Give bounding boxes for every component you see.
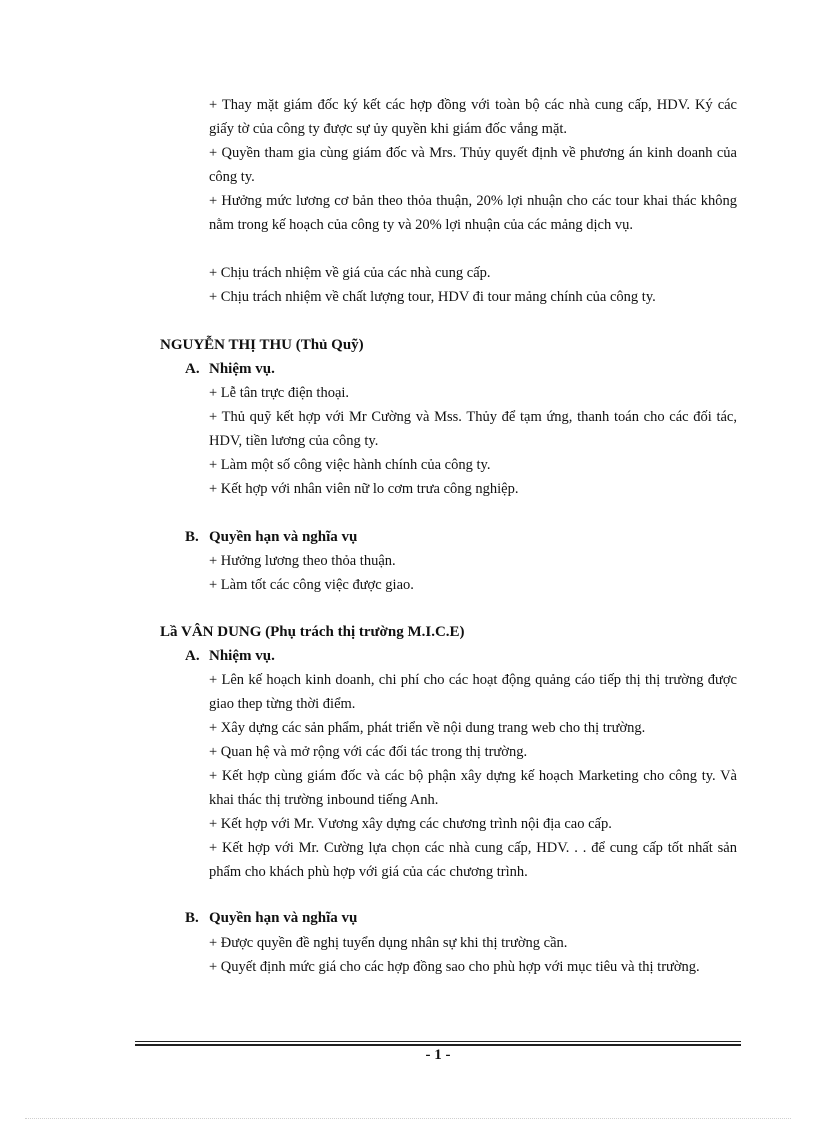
subheading-title: Quyền hạn và nghĩa vụ <box>209 529 358 545</box>
section-heading: NGUYỄN THỊ THU (Thủ Quỹ) <box>160 337 364 353</box>
list-item: + Thủ quỹ kết hợp với Mr Cường và Mss. Thủy để tạm ứng, thanh toán cho các đối tác, HDV, tiền lương của công ty. <box>209 409 737 449</box>
subheading-tasks <box>185 646 275 666</box>
list-item: + Kết hợp với Mr. Vương xây dựng các chương trình nội địa cao cấp. <box>209 816 612 832</box>
list-item: + Chịu trách nhiệm về chất lượng tour, HDV đi tour mảng chính của công ty. <box>209 289 656 305</box>
list-item: + Quyết định mức giá cho các hợp đồng sao cho phù hợp với mục tiêu và thị trường. <box>209 959 700 975</box>
subheading-tasks <box>185 359 275 379</box>
subheading-letter: B. <box>185 910 199 926</box>
list-item: + Xây dựng các sản phẩm, phát triển về nội dung trang web cho thị trường. <box>209 720 646 736</box>
list-item: + Lên kế hoạch kinh doanh, chi phí cho các hoạt động quảng cáo tiếp thị thị trường được giao thep từng thời điểm. <box>209 672 737 712</box>
list-item: + Quan hệ và mở rộng với các đối tác trong thị trường. <box>209 744 528 760</box>
page-number: - 1 - <box>425 1047 451 1063</box>
list-item: + Hưởng mức lương cơ bản theo thỏa thuận, 20% lợi nhuận cho các tour khai thác không nằm trong kế hoạch của công ty và 20% lợi nhuận của các mảng dịch vụ. <box>209 193 737 233</box>
subheading-letter: B. <box>185 529 199 545</box>
subheading-rights <box>185 908 357 928</box>
list-item: + Làm một số công việc hành chính của công ty. <box>209 457 491 473</box>
footer-divider <box>135 1041 741 1042</box>
subheading-title: Quyền hạn và nghĩa vụ <box>209 910 358 926</box>
list-item: + Chịu trách nhiệm về giá của các nhà cung cấp. <box>209 265 491 281</box>
section-heading: Lầ VÂN DUNG (Phụ trách thị trường M.I.C.E) <box>160 624 465 640</box>
list-item: + Hưởng lương theo thỏa thuận. <box>209 553 396 569</box>
subheading-title: Nhiệm vụ. <box>209 361 275 377</box>
subheading-title: Nhiệm vụ. <box>209 648 275 664</box>
list-item: + Kết hợp cùng giám đốc và các bộ phận xây dựng kế hoạch Marketing cho công ty. Và khai thác thị trường inbound tiếng Anh. <box>209 768 737 808</box>
subheading-letter: A. <box>185 361 200 377</box>
list-item: + Được quyền đề nghị tuyển dụng nhân sự khi thị trường cần. <box>209 935 568 951</box>
subheading-letter: A. <box>185 648 200 664</box>
list-item: + Quyền tham gia cùng giám đốc và Mrs. Thủy quyết định về phương án kinh doanh của công ty. <box>209 145 737 185</box>
list-item: + Lễ tân trực điện thoại. <box>209 385 350 401</box>
subheading-rights <box>185 527 357 547</box>
page-bottom-border <box>25 1118 791 1119</box>
list-item: + Làm tốt các công việc được giao. <box>209 577 414 593</box>
list-item: + Thay mặt giám đốc ký kết các hợp đồng với toàn bộ các nhà cung cấp, HDV. Ký các giấy tờ của công ty được sự ủy quyền khi giám đốc vắng mặt. <box>209 97 737 137</box>
list-item: + Kết hợp với nhân viên nữ lo cơm trưa công nghiệp. <box>209 481 519 497</box>
list-item: + Kết hợp với Mr. Cường lựa chọn các nhà cung cấp, HDV. . . để cung cấp tốt nhất sản phẩm cho khách phù hợp với giá của các chương trình. <box>209 840 737 880</box>
footer-divider-thick <box>135 1044 741 1046</box>
